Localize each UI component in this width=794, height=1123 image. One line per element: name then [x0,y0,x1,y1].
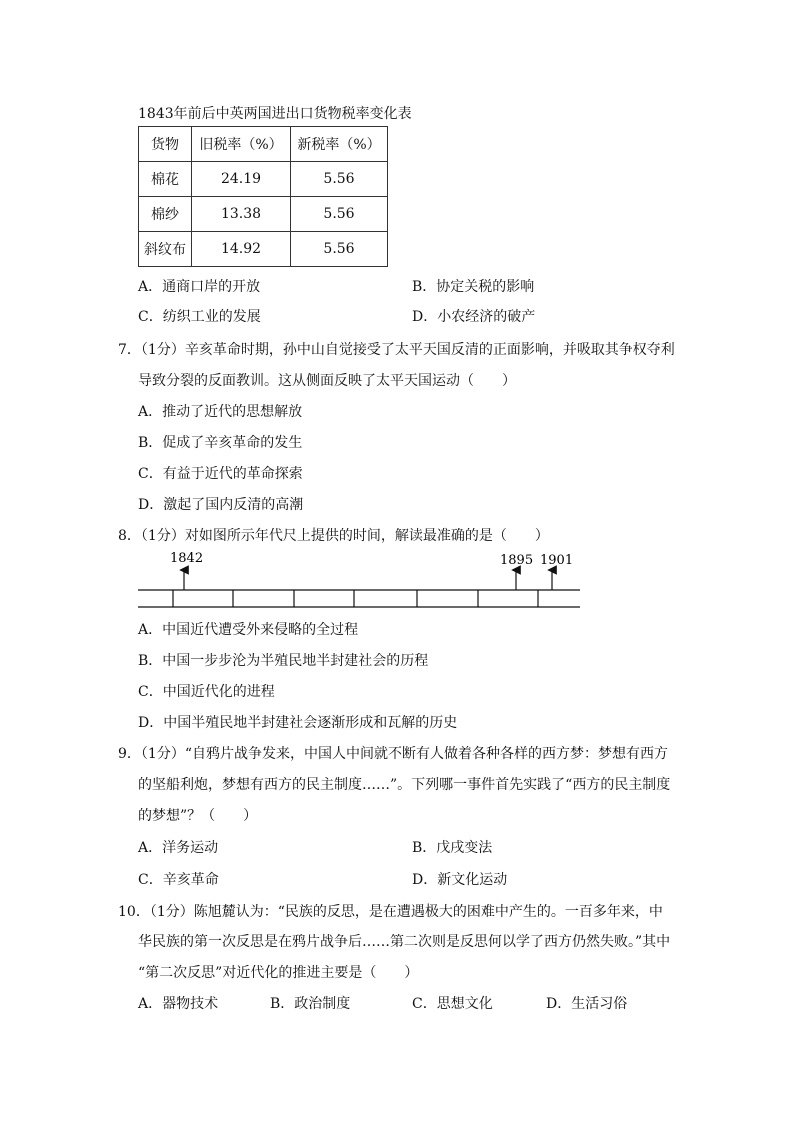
q6-option-a[interactable]: A．通商口岸的开放 [138,279,261,295]
q10-option-b[interactable]: B．政治制度 [270,996,351,1012]
table-row [139,162,388,197]
q6-option-d[interactable]: D．小农经济的破产 [412,309,536,325]
q9-stem-line2: 的坚船利炮，梦想有西方的民主制度……”。下列哪一事件首先实践了“西方的民主制度 [138,777,671,793]
q8-option-c[interactable]: C．中国近代化的进程 [138,684,275,700]
q7-option-a[interactable]: A．推动了近代的思想解放 [138,404,303,420]
table-row [139,232,388,267]
table-row [139,197,388,232]
q7-option-c[interactable]: C．有益于近代的革命探索 [138,466,303,482]
table-cell: 棉花 [139,162,192,197]
q7-stem-line2: 导致分裂的反面教训。这从侧面反映了太平天国运动（ ） [138,373,516,389]
table-cell: 24.19 [192,162,291,197]
table-cell: 5.56 [291,197,388,232]
q9-option-d[interactable]: D．新文化运动 [412,872,508,888]
q9-stem-line3: 的梦想”？（ ） [138,808,258,824]
q10-option-d[interactable]: D．生活习俗 [546,996,628,1012]
q7-stem-line1: 7．（1分）辛亥革命时期，孙中山自觉接受了太平天国反清的正面影响，并吸取其争权夺利 [118,342,675,358]
q10-option-a[interactable]: A．器物技术 [138,996,219,1012]
timeline-label-1901: 1901 [540,553,574,568]
header-new-rate: 新税率（%） [291,127,388,162]
header-goods: 货物 [139,127,192,162]
q8-option-b[interactable]: B．中国一步步沦为半殖民地半封建社会的历程 [138,653,429,669]
q8-option-a[interactable]: A．中国近代遭受外来侵略的全过程 [138,622,359,638]
table-title: 1843年前后中英两国进出口货物税率变化表 [138,106,412,122]
timeline-ruler [130,548,590,612]
q10-stem-line1: 10．（1分）陈旭麓认为：“民族的反思，是在遭遇极大的困难中产生的。一百多年来，中 [118,904,663,920]
q6-option-c[interactable]: C．纺织工业的发展 [138,309,261,325]
table-cell: 13.38 [192,197,291,232]
timeline-label-1895: 1895 [500,553,534,568]
table-header-row [139,127,388,162]
q8-stem-line1: 8．（1分）对如图所示年代尺上提供的时间，解读最准确的是（ ） [118,528,549,544]
q9-stem-line1: 9．（1分）“自鸦片战争发来，中国人中间就不断有人做着各种各样的西方梦：梦想有西方 [118,746,668,762]
table-cell: 5.56 [291,162,388,197]
q9-option-c[interactable]: C．辛亥革命 [138,872,219,888]
table-cell: 14.92 [192,232,291,267]
q6-option-b[interactable]: B．协定关税的影响 [412,279,535,295]
table-cell: 斜纹布 [139,232,192,267]
tax-rate-table [138,126,388,267]
q10-stem-line3: “第二次反思”对近代化的推进主要是（ ） [138,965,419,981]
q9-option-a[interactable]: A．洋务运动 [138,840,219,856]
timeline-label-1842: 1842 [170,551,204,566]
q7-option-d[interactable]: D．激起了国内反清的高潮 [138,497,304,513]
q7-option-b[interactable]: B．促成了辛亥革命的发生 [138,435,303,451]
q9-option-b[interactable]: B．戊戌变法 [412,840,493,856]
table-cell: 棉纱 [139,197,192,232]
q10-option-c[interactable]: C．思想文化 [412,996,493,1012]
q8-option-d[interactable]: D．中国半殖民地半封建社会逐渐形成和瓦解的历史 [138,715,458,731]
table-cell: 5.56 [291,232,388,267]
q10-stem-line2: 华民族的第一次反思是在鸦片战争后……第二次则是反思何以学了西方仍然失败。”其中 [138,934,671,950]
header-old-rate: 旧税率（%） [192,127,291,162]
